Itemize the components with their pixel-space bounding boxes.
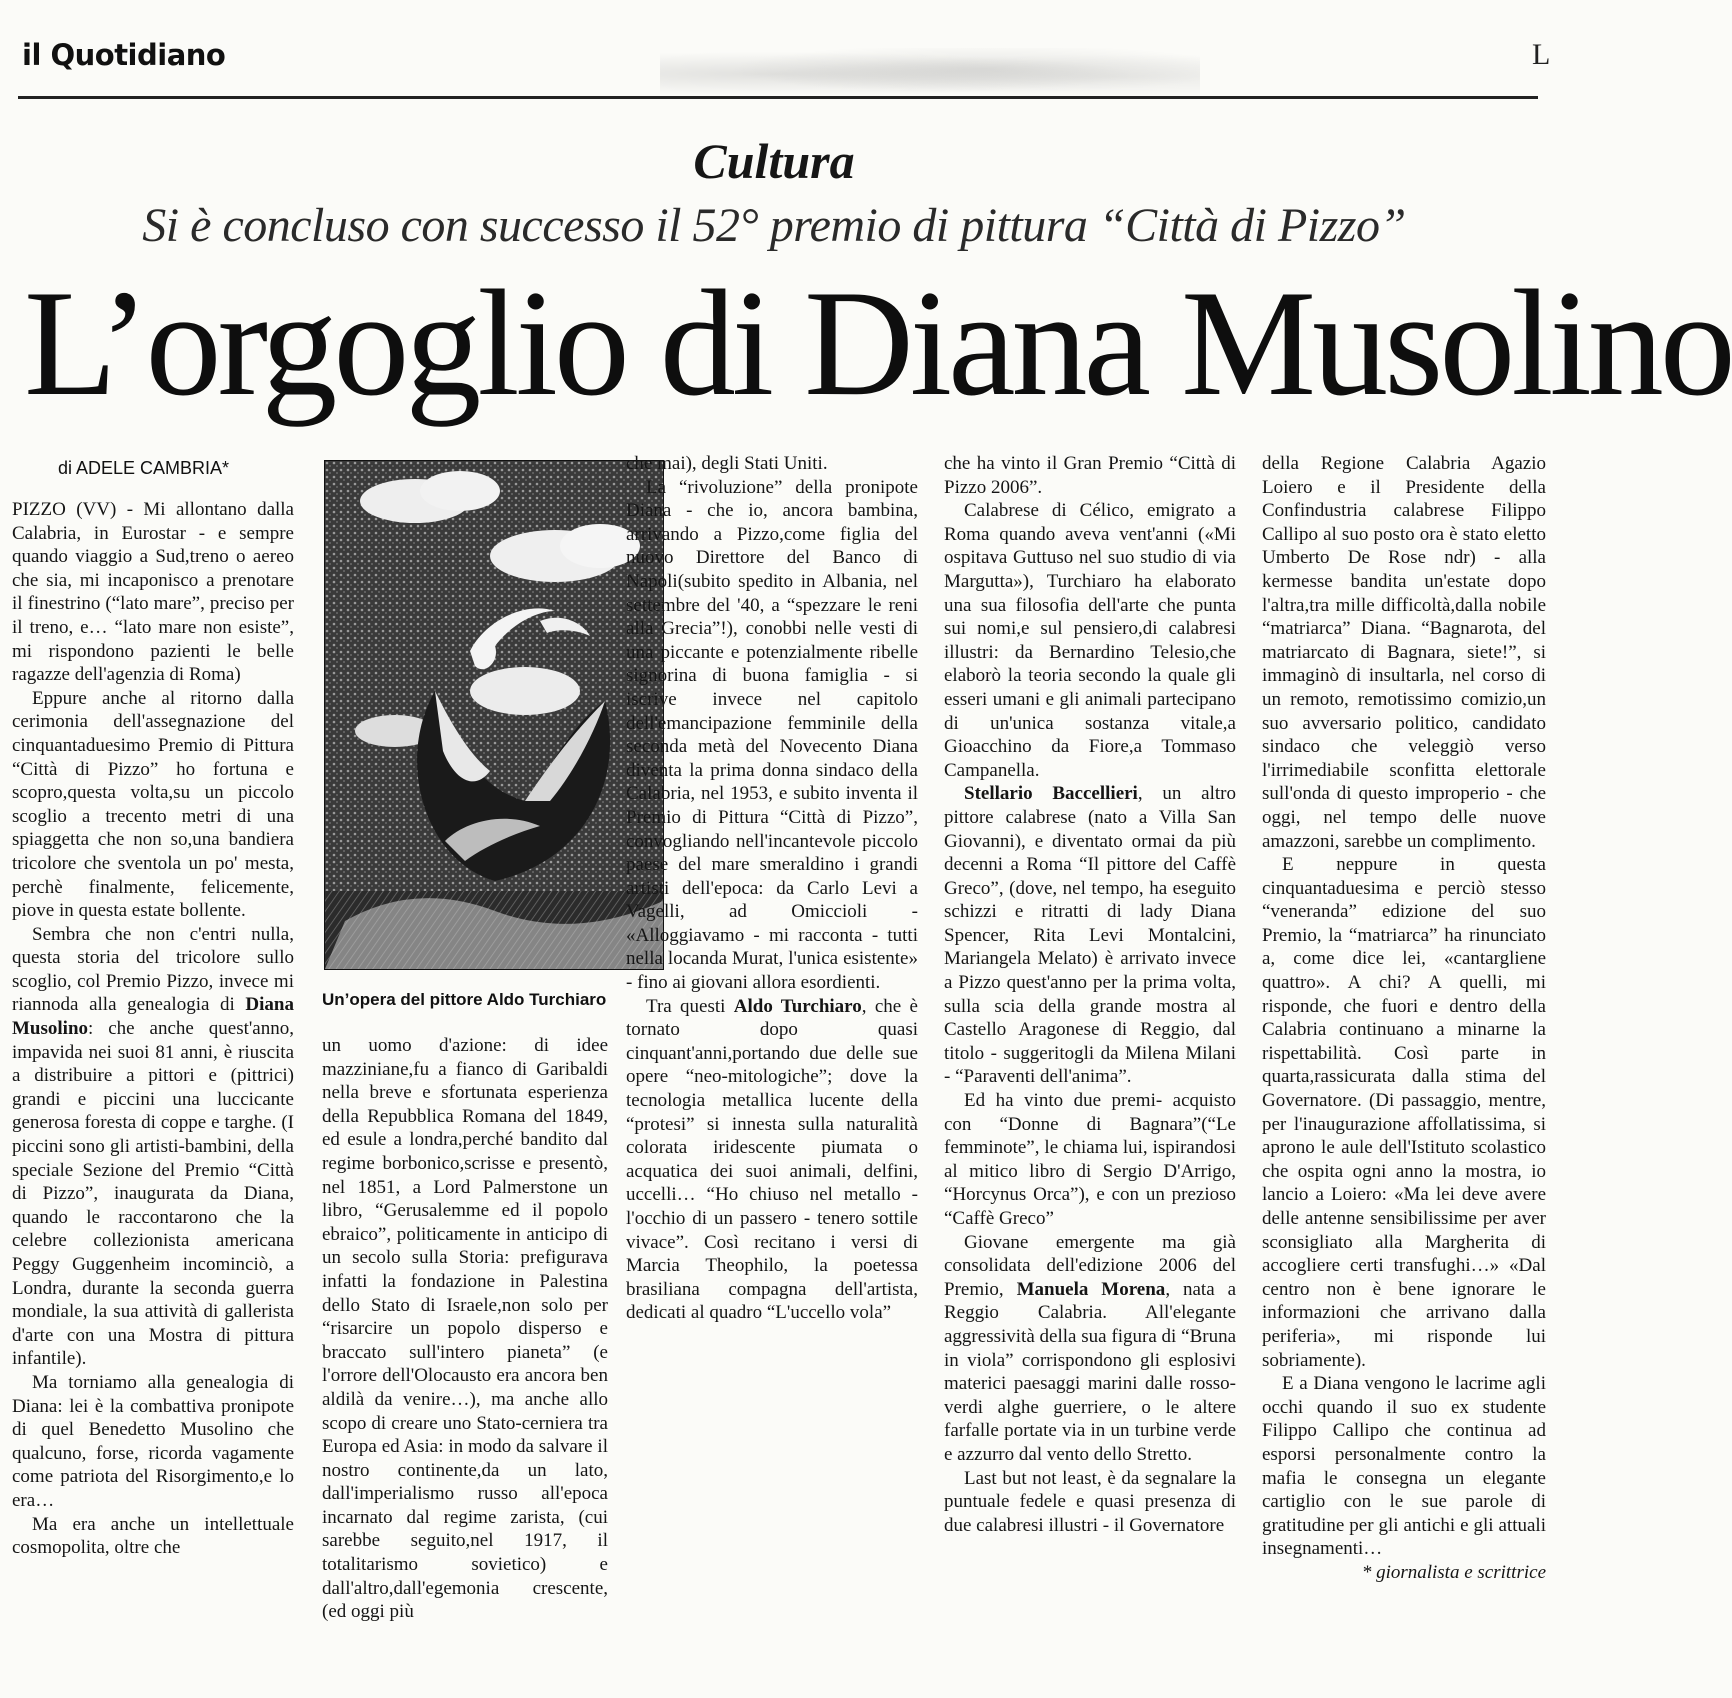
paragraph: che mai), degli Stati Uniti.: [626, 453, 828, 474]
paragraph: Last but not least, è da segnalare la puntuale fedele e quasi presenza di due calabresi illustri - il Governatore: [944, 1467, 1236, 1536]
column-1: [12, 498, 294, 1693]
column-2: [322, 1034, 608, 1694]
section-title: Cultura: [693, 133, 855, 189]
paragraph: Tra questi Aldo Turchiaro, che è tornato dopo quasi cinquant'anni,portando due delle sue opere “neo-mitologiche”; dove la tecnologia metallica lucente della “protesi” si innesta sulla naturalità colorata iridescente piumata o acquatica dei suoi animali, delfini, uccelli… “Ho chiuso nel metallo - l'occhio di un passero - tenero sottile vivace”. Così recitano i versi di Marcia Theophilo, la poetessa brasiliana compagna dell'artista, dedicati al quadro “L'uccello vola”: [626, 995, 918, 1324]
paragraph: PIZZO (VV) - Mi allontano dalla Calabria, in Eurostar - e sempre quando viaggio a Sud,treno o aereo che sia, mi incaponisco a prenotare il finestrino (“lato mare”, preciso per il treno, e… “lato mare non esiste”, mi rispondono pazienti le belle ragazze dell'agenzia di Roma): [12, 499, 294, 686]
column-3: [626, 452, 918, 1694]
image-caption: Un’opera del pittore Aldo Turchiaro: [322, 990, 607, 1009]
paragraph: Giovane emergente ma già consolidata dell'edizione 2006 del Premio, Manuela Morena, nata a Reggio Calabria. All'elegante aggressività della sua figura di “Bruna in viola” corrispondono gli esplosivi materici paesaggi marini dalle rosso-verdi alghe guerriere, o le altere farfalle portate via in un turbine verde e azzurro dal vento dello Stretto.: [944, 1231, 1236, 1465]
paragraph: Ma era anche un intellettuale cosmopolita, oltre che: [12, 1513, 294, 1559]
scan-smudge: [660, 48, 1200, 100]
column-5: [1262, 452, 1546, 1694]
paragraph: E neppure in questa cinquantaduesima e perciò stesso “veneranda” edizione del suo Premio, la “matriarca” ha rinunciato a, come dice lei, «cantargliene quattro». A chi? A quelli, mi risponde, che fuori e dentro della Calabria continuano a minarne la rispettabilità. Così parte in quarta,rassicurata dalla stima del Governatore. (Di passaggio, mentre, per l'inaugurazione affollatissima, si aprono le aule dell'Istituto scolastico che ospita ogni anno la mostra, io lancio a Loiero: «Ma lei deve avere delle antenne sensibilissime per aver sconsigliato alla Margherita di accogliere certi transfughi…» «Dal centro non è bene ignorare le informazioni che arrivano dalla periferia», mi risponde lui sobriamente).: [1262, 854, 1546, 1371]
paragraph: Calabrese di Célico, emigrato a Roma quando aveva vent'anni («Mi ospitava Guttuso nel suo studio di via Margutta»), Turchiaro ha elaborato una sua filosofia dell'arte che punta sui nomi,e sul pensiero,di calabresi illustri: da Bernardino Telesio,che elaborò la teoria secondo la quale gli esseri umani e gli animali partecipano di un'unica sostanza vitale,a Gioacchino da Fiore,a Tommaso Campanella.: [944, 500, 1236, 781]
masthead: il Quotidiano: [22, 38, 226, 72]
paragraph: E a Diana vengono le lacrime agli occhi quando il suo ex studente Filippo Callipo che continua ad esporsi personalmente contro la mafia le consegna un elegante cartiglio con le sue parole di gratitudine per gli antichi e gli attuali insegnamenti…: [1262, 1373, 1546, 1560]
kicker: Si è concluso con successo il 52° premio di pittura “Città di Pizzo”: [142, 199, 1406, 252]
artwork-image: [324, 460, 664, 970]
paragraph: Ma torniamo alla genealogia di Diana: lei è la combattiva pronipote di quel Benedetto Musolino che qualcuno, forse, ricorda vagamente come patriota del Risorgimento,e lo era…: [12, 1371, 294, 1511]
paragraph: Eppure anche al ritorno dalla cerimonia dell'assegnazione del cinquantaduesimo Premio di Pittura “Città di Pizzo” ho fortuna e scopro,questa volta,su un piccolo scoglio a trecento metri di una spiaggetta che non so,una bandiera tricolore che sventola un po' mesta, perchè finalmente, felicemente, piove in questa estate bollente.: [12, 687, 294, 922]
paragraph: Sembra che non c'entri nulla, questa storia del tricolore sullo scoglio, col Premio Pizzo, invece mi riannoda alla genealogia di Diana Musolino: che anche quest'anno, impavida nei suoi 81 anni, è riuscita a distribuire a pittori e (pittrici) grandi e piccini una luccicante generosa foresta di coppe e targhe. (I piccini sono gli artisti-bambini, della speciale Sezione del Premio “Città di Pizzo”, inaugurata da Diana, quando le raccontarono che la celebre collezionista americana Peggy Guggenheim incominciò, a Londra, durante la seconda guerra mondiale, la sua attività di gallerista d'arte con una Mostra di pittura infantile).: [12, 923, 294, 1370]
page-letter: L: [1532, 38, 1551, 71]
paragraph: La “rivoluzione” della pronipote Diana - che io, ancora bambina, arrivando a Pizzo,come figlia del nuovo Direttore del Banco di Napoli(subito spedito in Albania, nel settembre del '40, a “spezzare le reni alla Grecia”!), conobbi nelle vesti di una piccante e potenzialmente ribelle signorina di buona famiglia - si iscrive invece nel capitolo dell'emancipazione femminile della seconda metà del Novecento Diana diventa la prima donna sindaco della Calabria, nel 1953, e subito inventa il Premio di Pittura “Città di Pizzo”, convogliando nell'incantevole piccolo paese del mare smeraldino i grandi artisti dell'epoca: da Carlo Levi a Vagelli, ad Omiccioli - «Alloggiavamo - mi racconta - tutti nella locanda Murat, l'unica esistente» - fino ai giovani allora esordienti.: [626, 476, 918, 994]
ink-drawing-birds-icon: [325, 461, 663, 969]
byline: di ADELE CAMBRIA*: [58, 458, 230, 478]
paragraph: un uomo d'azione: di idee mazziniane,fu a fianco di Garibaldi nella breve e sfortunata esperienza della Repubblica Romana del 1849, ed esule a londra,perché bandito dal regime borbonico,scrisse e presentò, nel 1851, a Lord Palmerstone un libro, “Gerusalemme ed il popolo ebraico”, politicamente in anticipo di un secolo sulla Storia: prefigurava infatti la fondazione in Palestina dello Stato di Israele,non solo per “risarcire un popolo disperso e braccato sull'intero pianeta” (e l'orrore dell'Olocausto era ancora ben aldilà da venire…), ma anche allo scopo di creare uno Stato-cerniera tra Europa ed Asia: in modo da salvare il nostro continente,da un lato, dall'imperialismo russo all'epoca incarnato dal regime zarista, (cui sarebbe seguito,nel 1917, il totalitarismo sovietico) e dall'altro,dall'egemonia crescente, (ed oggi più: [322, 1035, 608, 1623]
paragraph: che ha vinto il Gran Premio “Città di Pizzo 2006”.: [944, 453, 1236, 498]
column-4: [944, 452, 1236, 1694]
paragraph: della Regione Calabria Agazio Loiero e il Presidente della Confindustria calabrese Filippo Callipo al suo posto ora è stato eletto Umberto De Rose ndr) - alla kermesse bandita un'estate dopo l'altra,tra mille difficoltà,dalla nobile “matriarca” Diana. “Bagnarota, del matriarcato di Bagnara, siete!”, si immaginò di insultarla, nel corso di un remoto, remotissimo comizio,un suo avversario politico, candidato sindaco che veleggiò verso l'irrimediabile sconfitta elettorale sull'onda di questo improperio - che oggi, nel tempo delle nuove amazzoni, sarebbe un complimento.: [1262, 453, 1546, 852]
author-footnote: * giornalista e scrittrice: [1361, 1561, 1546, 1583]
top-rule: [18, 96, 1538, 99]
paragraph: Ed ha vinto due premi- acquisto con “Donne di Bagnara”(“Le femminote”, le chiama lui, ispirandosi al mitico libro di Sergio D'Arrigo, “Horcynus Orca”), e con un prezioso “Caffè Greco”: [944, 1090, 1236, 1229]
paragraph: Stellario Baccellieri, un altro pittore calabrese (nato a Villa San Giovanni), e diventato ormai da più decenni a Roma “Il pittore del Caffè Greco”, (dove, nel tempo, ha eseguito schizzi e ritratti di lady Diana Spencer, Rita Levi Montalcini, Mariangela Melato) è arrivato invece a Pizzo quest'anno per la prima volta, sulla scia della grande mostra al Castello Aragonese di Reggio, dal titolo - suggeritogli da Milena Milani - “Paraventi dell'anima”.: [944, 783, 1236, 1088]
headline: L’orgoglio di Diana Musolino: [24, 259, 1732, 427]
